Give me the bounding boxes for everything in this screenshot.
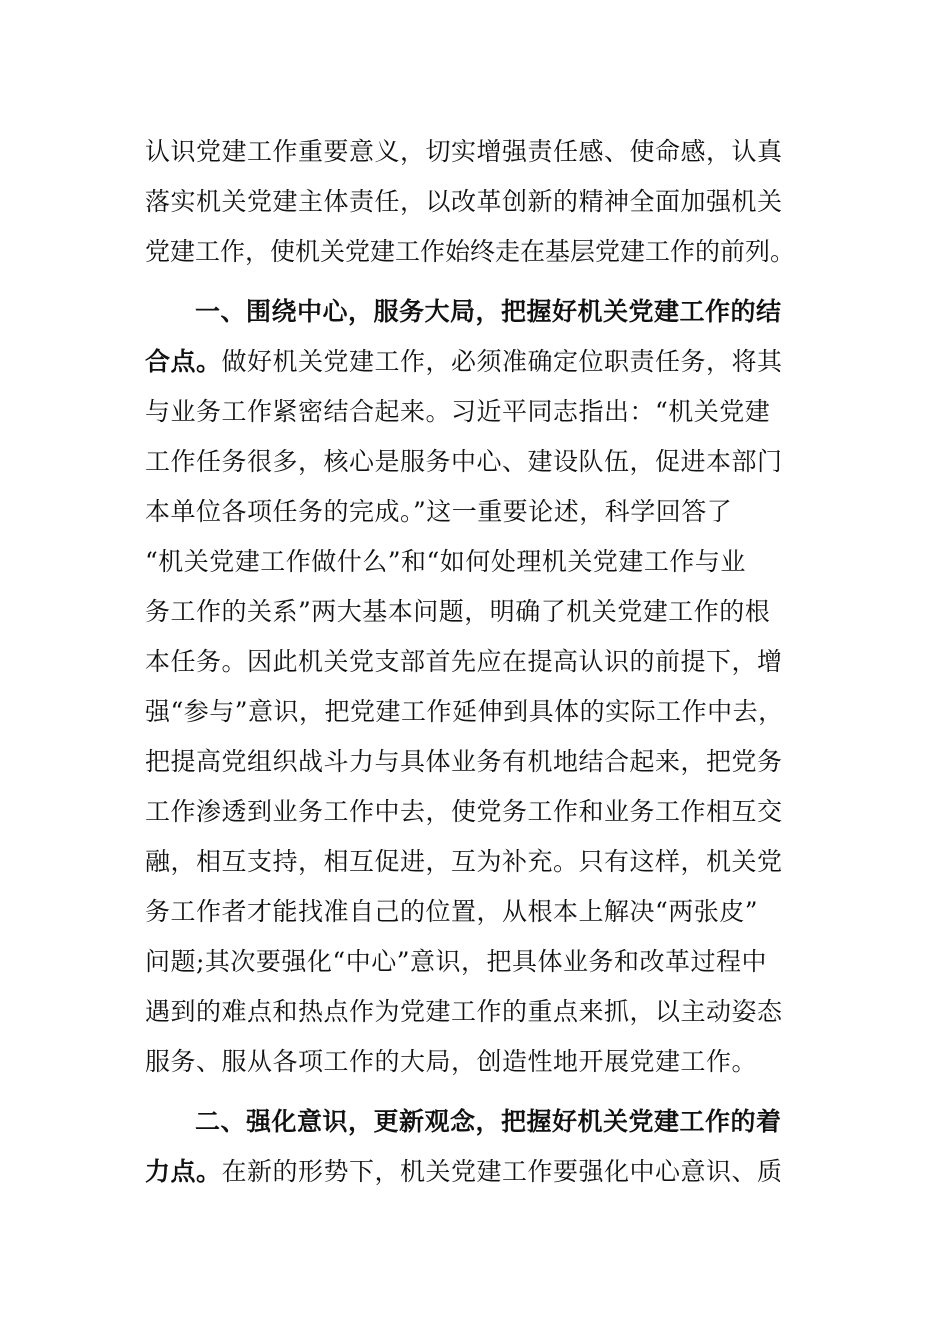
section2-heading-line2 <box>145 1157 783 1187</box>
section2-heading-line1: 二、强化意识，更新观念，把握好机关党建工作的着 <box>195 1107 782 1136</box>
section1-heading-bold: 合点。 <box>145 347 222 376</box>
section1-body-line: 强“参与”意识，把党建工作延伸到具体的实际工作中去， <box>145 697 784 726</box>
section1-body-line: 工作渗透到业务工作中去，使党务工作和业务工作相互交 <box>145 797 783 826</box>
section1-body-line: 问题;其次要强化“中心”意识，把具体业务和改革过程中 <box>145 947 767 976</box>
section1-body-line: 与业务工作紧密结合起来。习近平同志指出：“机关党建 <box>145 397 771 426</box>
section1-body-line: 把提高党组织战斗力与具体业务有机地结合起来，把党务 <box>145 747 783 776</box>
section1-body-line: 服务、服从各项工作的大局，创造性地开展党建工作。 <box>145 1047 758 1076</box>
intro-line-1: 认识党建工作重要意义，切实增强责任感、使命感，认真 <box>145 137 783 166</box>
section1-body-line: 工作任务很多，核心是服务中心、建设队伍，促进本部门 <box>145 447 783 476</box>
section1-body-line: 务工作的关系”两大基本问题，明确了机关党建工作的根 <box>145 597 771 626</box>
section1-heading-line1: 一、围绕中心，服务大局，把握好机关党建工作的结 <box>195 297 782 326</box>
section1-body-line: 本单位各项任务的完成。”这一重要论述，科学回答了 <box>145 497 733 526</box>
section2-heading-rest: 在新的形势下，机关党建工作要强化中心意识、质 <box>221 1157 783 1186</box>
section1-body-line: “机关党建工作做什么”和“如何处理机关党建工作与业 <box>145 547 746 576</box>
section1-heading-rest: 做好机关党建工作，必须准确定位职责任务，将其 <box>221 347 783 376</box>
section2-heading-bold: 力点。 <box>145 1157 222 1186</box>
section1-body-line: 务工作者才能找准自己的位置，从根本上解决“两张皮” <box>145 897 759 926</box>
section1-body-line: 融，相互支持，相互促进，互为补充。只有这样，机关党 <box>145 847 783 876</box>
section1-heading-line2 <box>145 347 783 377</box>
intro-line-3: 党建工作，使机关党建工作始终走在基层党建工作的前列。 <box>145 237 796 266</box>
intro-line-2: 落实机关党建主体责任，以改革创新的精神全面加强机关 <box>145 187 783 216</box>
section1-body-line: 本任务。因此机关党支部首先应在提高认识的前提下，增 <box>145 647 783 676</box>
section1-body-line: 遇到的难点和热点作为党建工作的重点来抓，以主动姿态 <box>145 997 783 1026</box>
